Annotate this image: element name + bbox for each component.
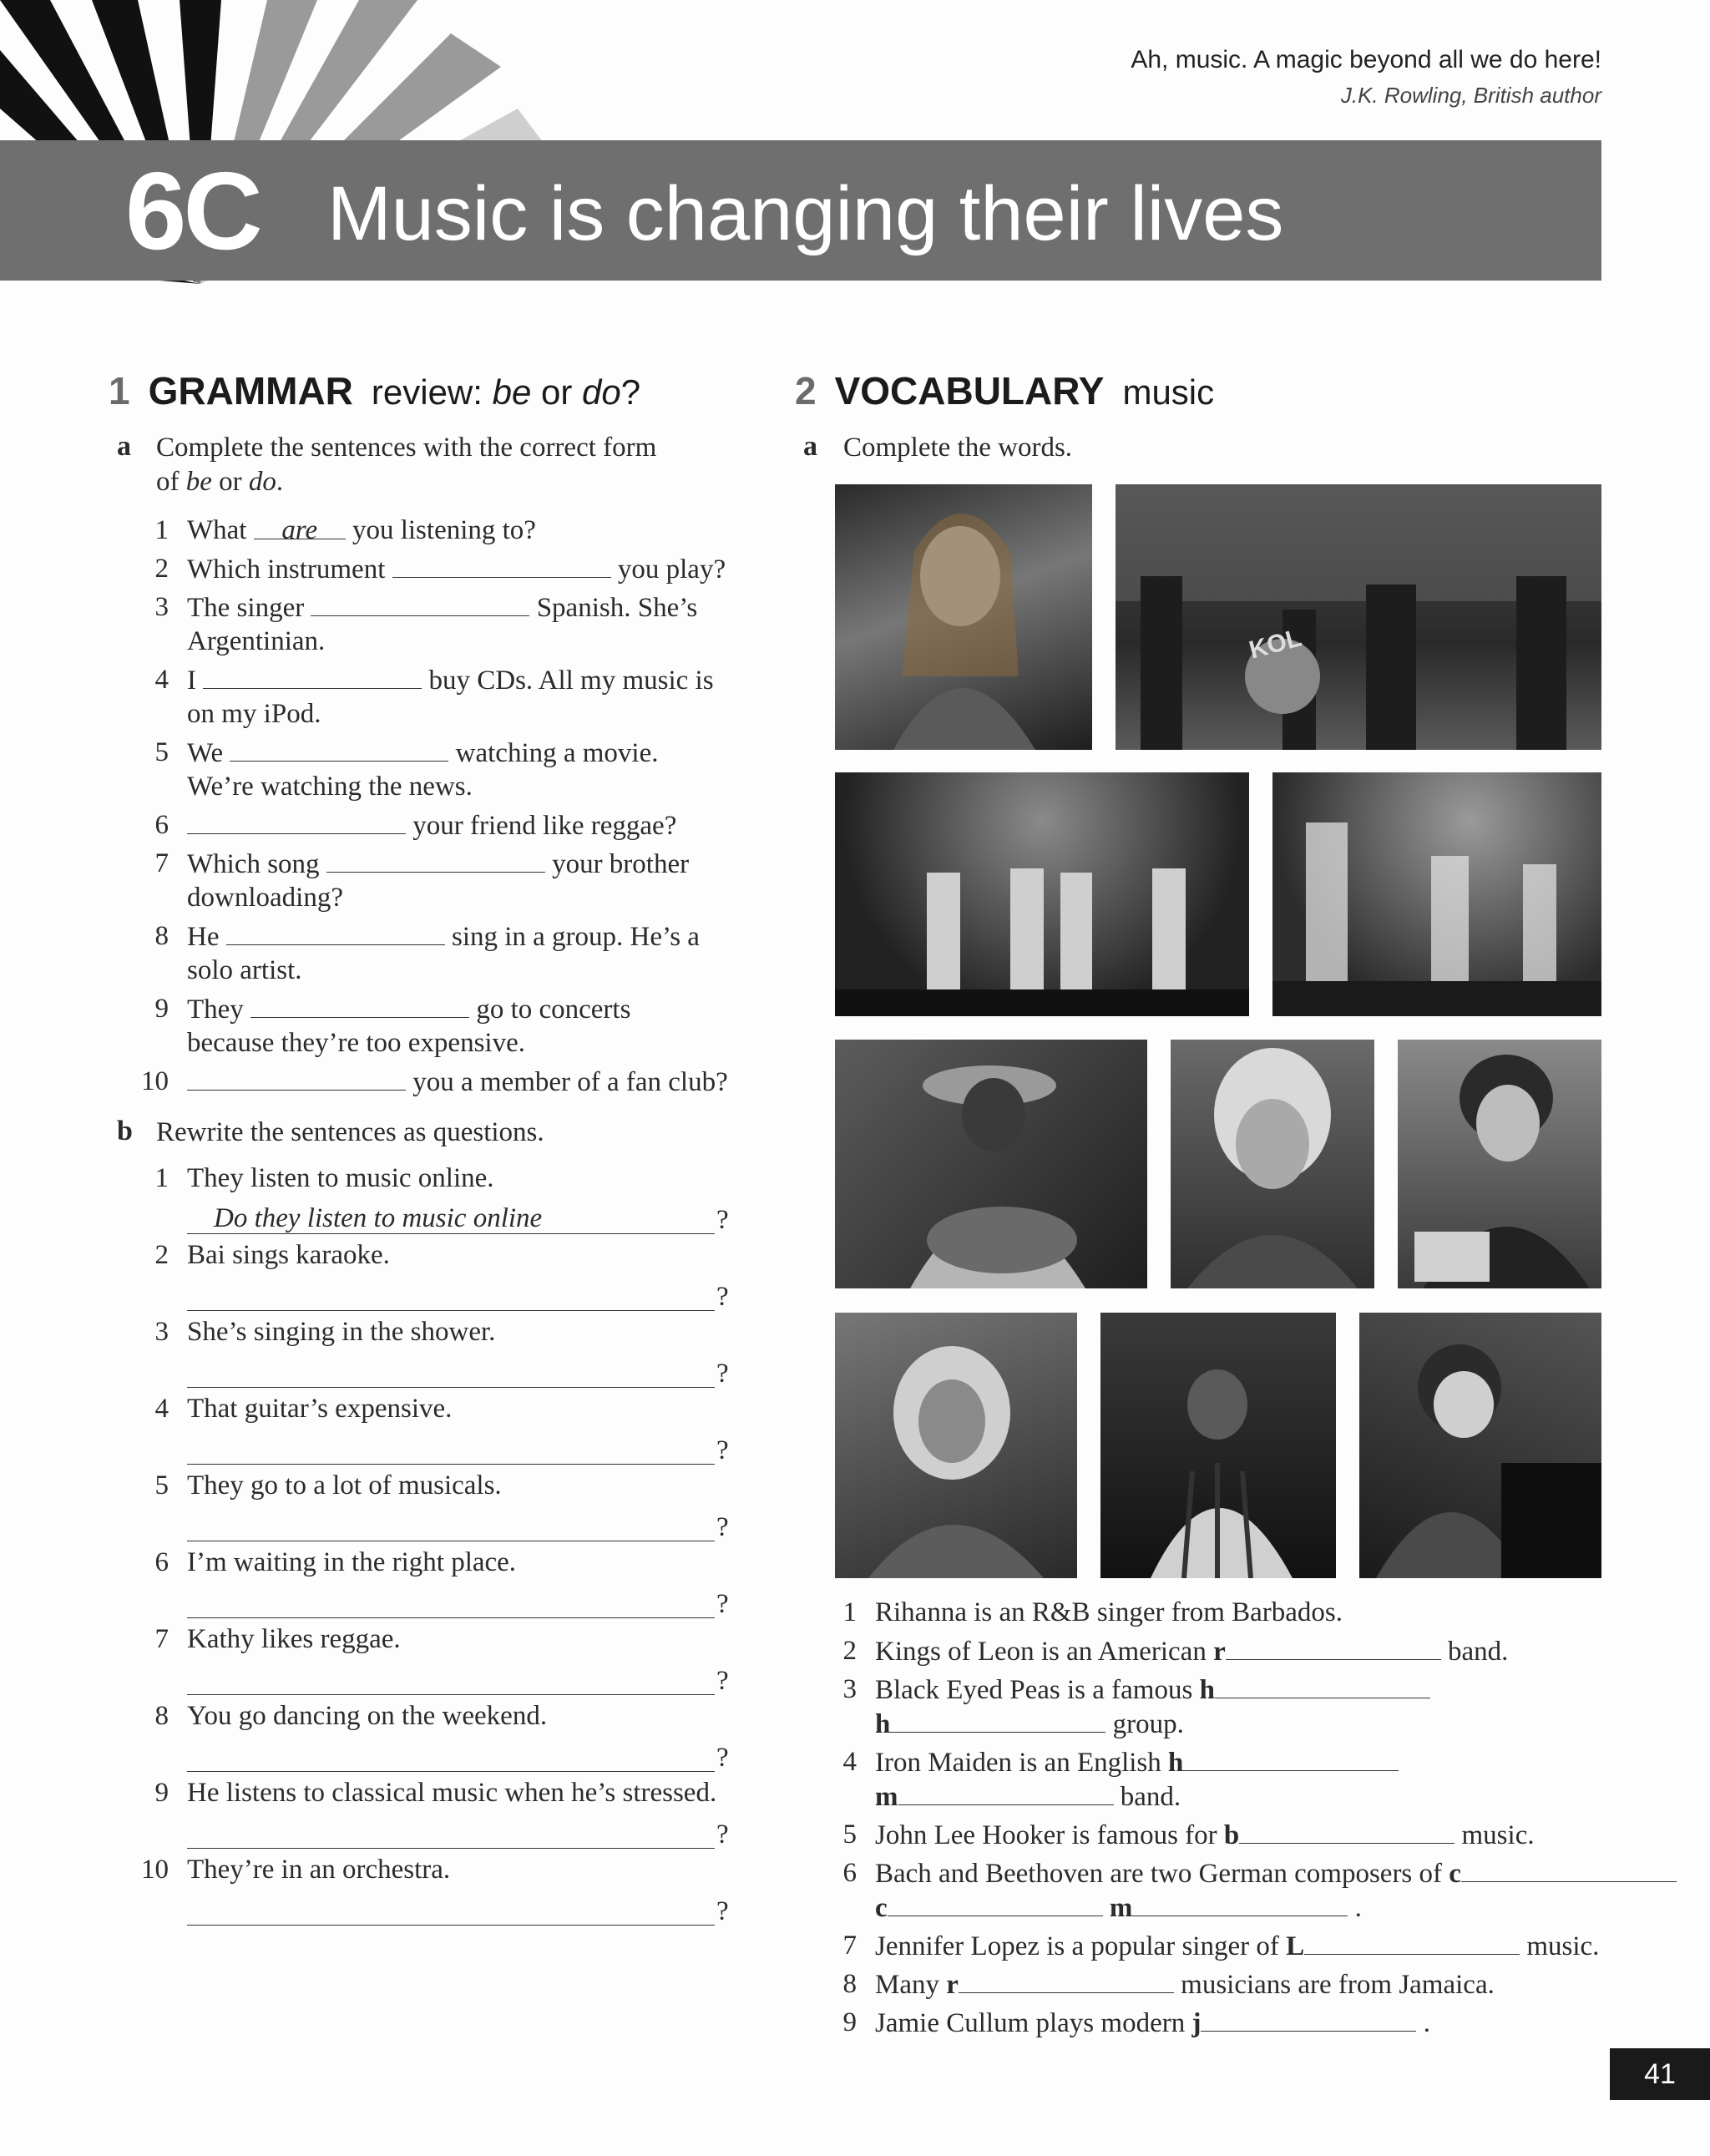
first-letter-hint: c <box>875 1893 888 1923</box>
item-number: 2 <box>154 1240 169 1270</box>
question-mark: ? <box>716 1359 729 1389</box>
answer-blank[interactable] <box>250 992 469 1018</box>
word-blank[interactable] <box>1461 1856 1677 1882</box>
portrait-silhouette <box>1171 1040 1374 1288</box>
item-number: 7 <box>154 848 169 878</box>
first-letter-hint: h <box>875 1709 891 1739</box>
item-text-after: group. <box>1112 1709 1184 1739</box>
pianist-silhouette <box>1359 1313 1601 1578</box>
item-text-before: What <box>187 515 247 545</box>
item-text-before: The singer <box>187 593 305 623</box>
item-text-after: . <box>1423 2008 1430 2038</box>
item-number: 8 <box>154 921 169 951</box>
grammar-item <box>187 808 676 843</box>
sentence-to-rewrite: He listens to classical music when he’s stressed. <box>187 1778 717 1808</box>
word-blank[interactable] <box>888 1890 1103 1916</box>
answer-blank[interactable] <box>203 663 422 689</box>
sentence-to-rewrite: They go to a lot of musicals. <box>187 1470 502 1501</box>
answer-line[interactable] <box>187 1429 715 1465</box>
answer-blank[interactable] <box>230 736 448 762</box>
first-letter-hint: c <box>1449 1859 1461 1889</box>
question-mark: ? <box>716 1589 729 1619</box>
item-text-before: Jamie Cullum plays modern <box>875 2008 1186 2038</box>
vocabulary-heading <box>795 367 1214 416</box>
item-number: 5 <box>842 1819 857 1850</box>
question-mark: ? <box>716 1282 729 1312</box>
sentence-to-rewrite: They listen to music online. <box>187 1163 494 1193</box>
item-text-after: you play? <box>617 554 726 585</box>
item-number: 10 <box>141 1066 169 1096</box>
item-number: 2 <box>154 554 169 584</box>
item-text-continued: We’re watching the news. <box>187 772 473 802</box>
item-text-before: Kings of Leon is an American <box>875 1637 1207 1667</box>
item-text-after: watching a movie. <box>455 738 659 768</box>
group-silhouettes <box>835 772 1249 1016</box>
answer-line[interactable] <box>187 1582 715 1618</box>
item-text-continued: on my iPod. <box>187 699 321 729</box>
item-number: 3 <box>154 1317 169 1347</box>
item-number: 6 <box>154 1547 169 1577</box>
item-text-after: buy CDs. All my music is <box>428 666 714 696</box>
item-text-after: music. <box>1461 1820 1535 1850</box>
vocabulary-item <box>875 1634 1508 1669</box>
vocabulary-item <box>875 1745 1399 1780</box>
item-number: 4 <box>154 1394 169 1424</box>
item-number: 10 <box>141 1855 169 1885</box>
section-number: 1 <box>109 369 130 412</box>
answer-blank[interactable] <box>254 514 346 545</box>
epigraph <box>1131 46 1601 109</box>
sentence-to-rewrite: Bai sings karaoke. <box>187 1240 390 1270</box>
item-text-after: musicians are from Jamaica. <box>1181 1970 1495 2000</box>
word-blank[interactable] <box>898 1779 1114 1805</box>
item-number: 9 <box>154 1778 169 1808</box>
photo-beethoven <box>1398 1040 1601 1288</box>
answer-blank[interactable] <box>326 847 545 873</box>
vocabulary-item <box>875 1967 1495 2002</box>
exercise-letter-a: a <box>803 431 817 462</box>
item-text-after: go to concerts <box>476 994 631 1025</box>
first-letter-hint: h <box>1199 1675 1215 1705</box>
item-number: 6 <box>842 1858 857 1888</box>
sentence-to-rewrite: Kathy likes reggae. <box>187 1624 401 1654</box>
page-number: 41 <box>1610 2048 1710 2100</box>
photo-bach <box>1171 1040 1374 1288</box>
instruction-a: Complete the words. <box>843 433 1073 463</box>
answer-line[interactable] <box>187 1198 715 1234</box>
word-blank[interactable] <box>959 1967 1174 1993</box>
item-text-continued: Argentinian. <box>187 626 326 656</box>
band-logo: KOL <box>1246 624 1305 665</box>
item-text-continued: solo artist. <box>187 955 302 985</box>
item-text-before: Which instrument <box>187 554 386 585</box>
item-number: 5 <box>154 737 169 767</box>
vocabulary-item-continued <box>875 1779 1181 1814</box>
sample-answer: are <box>281 515 318 545</box>
item-text-after: band. <box>1447 1637 1509 1667</box>
quote-text: Ah, music. A magic beyond all we do here! <box>1131 46 1601 73</box>
answer-blank[interactable] <box>392 552 611 578</box>
word-blank[interactable] <box>1239 1818 1455 1844</box>
grammar-item <box>187 1065 728 1100</box>
item-text-after: you listening to? <box>352 515 536 545</box>
grammar-item <box>187 514 536 548</box>
quote-author: J.K. Rowling, British author <box>1340 83 1601 108</box>
photo-iron-maiden <box>1272 772 1601 1016</box>
band-silhouettes <box>1116 484 1601 750</box>
question-mark: ? <box>716 1205 729 1235</box>
answer-line[interactable] <box>187 1352 715 1388</box>
word-blank[interactable] <box>1304 1929 1520 1955</box>
word-blank[interactable] <box>890 1707 1105 1733</box>
vocabulary-item: Rihanna is an R&B singer from Barbados. <box>875 1597 1343 1627</box>
item-text-before: Which song <box>187 849 320 879</box>
question-mark: ? <box>716 1819 729 1850</box>
answer-line[interactable] <box>187 1736 715 1772</box>
item-text-before: They <box>187 994 244 1025</box>
vocabulary-item <box>875 1929 1599 1964</box>
item-text-before: Iron Maiden is an English <box>875 1748 1161 1778</box>
item-number: 3 <box>842 1674 857 1704</box>
grammar-item <box>187 663 714 698</box>
item-text-after: your brother <box>552 849 690 879</box>
photo-rihanna <box>835 484 1092 750</box>
item-number: 9 <box>842 2007 857 2037</box>
sentence-to-rewrite: They’re in an orchestra. <box>187 1855 451 1885</box>
instruction-b: Rewrite the sentences as questions. <box>156 1117 544 1147</box>
sentence-to-rewrite: I’m waiting in the right place. <box>187 1547 517 1577</box>
question-mark: ? <box>716 1743 729 1773</box>
grammar-item <box>187 919 700 954</box>
item-text-after: you a member of a fan club? <box>412 1067 728 1097</box>
answer-line[interactable] <box>187 1813 715 1849</box>
photo-reggae-singer <box>1100 1313 1336 1578</box>
grammar-heading <box>109 367 640 416</box>
vocabulary-item-continued <box>875 1707 1184 1742</box>
item-number: 7 <box>154 1624 169 1654</box>
grammar-item <box>187 847 689 882</box>
item-text-before: Many <box>875 1970 939 2000</box>
answer-blank[interactable] <box>187 1065 406 1091</box>
vocabulary-item <box>875 1673 1430 1708</box>
item-text-before: Black Eyed Peas is a famous <box>875 1675 1193 1705</box>
item-number: 6 <box>154 810 169 840</box>
item-number: 1 <box>842 1597 857 1627</box>
word-blank[interactable] <box>1132 1890 1348 1916</box>
question-mark: ? <box>716 1435 729 1465</box>
item-number: 7 <box>842 1931 857 1961</box>
section-number: 2 <box>795 369 817 412</box>
section-keyword: VOCABULARY <box>834 369 1105 412</box>
question-mark: ? <box>716 1666 729 1696</box>
section-keyword: GRAMMAR <box>148 369 353 412</box>
sentence-to-rewrite: She’s singing in the shower. <box>187 1317 496 1347</box>
singer-silhouette <box>1100 1313 1336 1578</box>
singer-silhouette <box>835 484 1092 750</box>
item-text-before: He <box>187 922 220 952</box>
first-letter-hint: m <box>875 1782 898 1812</box>
item-text-before: I <box>187 666 196 696</box>
photo-jennifer-lopez <box>835 1313 1077 1578</box>
item-number: 2 <box>842 1636 857 1666</box>
item-number: 8 <box>842 1969 857 1999</box>
item-number: 4 <box>154 665 169 695</box>
unit-code: 6C <box>125 149 260 272</box>
item-text-after: your friend like reggae? <box>412 811 677 841</box>
answer-blank[interactable] <box>311 590 529 616</box>
grammar-item <box>187 552 726 587</box>
answer-blank[interactable] <box>226 919 445 945</box>
singer-silhouette <box>835 1313 1077 1578</box>
item-number: 8 <box>154 1701 169 1731</box>
instruction-a: Complete the sentences with the correct form <box>156 433 657 463</box>
first-letter-hint: r <box>1213 1637 1226 1667</box>
portrait-silhouette <box>1398 1040 1601 1288</box>
item-text-after: Spanish. She’s <box>536 593 698 623</box>
guitarist-silhouette <box>835 1040 1147 1288</box>
first-letter-hint: m <box>1109 1893 1133 1923</box>
section-subtitle: review: be or do? <box>371 372 641 412</box>
metal-band-silhouettes <box>1272 772 1601 1016</box>
first-letter-hint: r <box>946 1970 959 2000</box>
answer-line[interactable] <box>187 1890 715 1926</box>
sample-answer: Do they listen to music online <box>214 1203 543 1233</box>
question-mark: ? <box>716 1512 729 1542</box>
photo-john-lee-hooker <box>835 1040 1147 1288</box>
word-blank[interactable] <box>1201 2006 1416 2032</box>
answer-blank[interactable] <box>187 808 406 834</box>
instruction-a-line2: of be or do. <box>156 467 284 497</box>
item-number: 1 <box>154 1163 169 1193</box>
first-letter-hint: b <box>1223 1820 1240 1850</box>
item-text-before: Jennifer Lopez is a popular singer of <box>875 1931 1279 1961</box>
word-blank[interactable] <box>1183 1745 1399 1771</box>
item-number: 5 <box>154 1470 169 1501</box>
first-letter-hint: L <box>1286 1931 1305 1961</box>
grammar-item <box>187 736 659 771</box>
item-text-continued: because they’re too expensive. <box>187 1028 525 1058</box>
grammar-item <box>187 992 630 1027</box>
word-blank[interactable] <box>1215 1673 1430 1698</box>
item-text-before: We <box>187 738 224 768</box>
item-text-after: sing in a group. He’s a <box>451 922 700 952</box>
first-letter-hint: j <box>1191 2008 1202 2038</box>
item-text-after: . <box>1354 1893 1362 1923</box>
exercise-letter-a: a <box>117 431 131 462</box>
exercise-letter-b: b <box>117 1116 133 1146</box>
item-number: 4 <box>842 1747 857 1777</box>
answer-line[interactable] <box>187 1275 715 1311</box>
item-text-before: John Lee Hooker is famous for <box>875 1820 1217 1850</box>
item-text-after: music. <box>1526 1931 1600 1961</box>
item-number: 1 <box>154 515 169 545</box>
photo-band-stage <box>1116 484 1601 750</box>
vocabulary-item-continued <box>875 1890 1362 1926</box>
item-text-after: band. <box>1120 1782 1181 1812</box>
vocabulary-item <box>875 2006 1430 2041</box>
question-mark: ? <box>716 1896 729 1926</box>
answer-line[interactable] <box>187 1506 715 1541</box>
vocabulary-item <box>875 1856 1677 1891</box>
item-number: 9 <box>154 994 169 1024</box>
sentence-to-rewrite: That guitar’s expensive. <box>187 1394 453 1424</box>
answer-line[interactable] <box>187 1659 715 1695</box>
word-blank[interactable] <box>1226 1634 1441 1660</box>
grammar-item <box>187 590 697 625</box>
unit-title: Music is changing their lives <box>327 171 1284 256</box>
item-text-continued: downloading? <box>187 883 343 913</box>
first-letter-hint: h <box>1168 1748 1184 1778</box>
vocabulary-item <box>875 1818 1535 1853</box>
item-text-before: Bach and Beethoven are two German composers of <box>875 1859 1443 1889</box>
section-subtitle: music <box>1122 372 1215 412</box>
item-number: 3 <box>154 592 169 622</box>
photo-black-eyed-peas <box>835 772 1249 1016</box>
sentence-to-rewrite: You go dancing on the weekend. <box>187 1701 548 1731</box>
photo-jamie-cullum <box>1359 1313 1601 1578</box>
